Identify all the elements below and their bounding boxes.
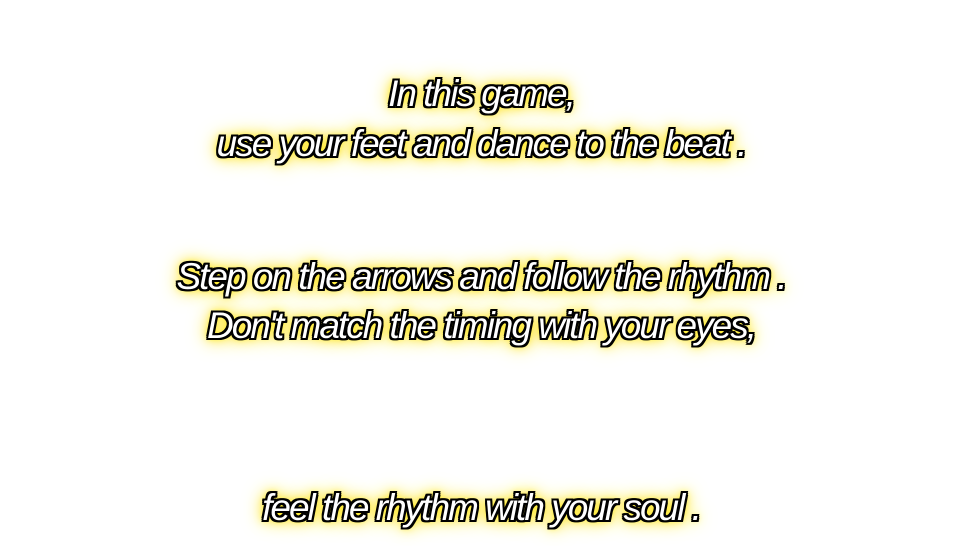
instruction-line-4: Don't match the timing with your eyes, (207, 305, 755, 346)
instruction-line-5: feel the rhythm with your soul . (262, 487, 700, 528)
instruction-line-3: Step on the arrows and follow the rhythm . (176, 256, 786, 297)
instruction-line-2: use your feet and dance to the beat . (216, 123, 746, 164)
instruction-line-1: In this game, (388, 73, 574, 114)
